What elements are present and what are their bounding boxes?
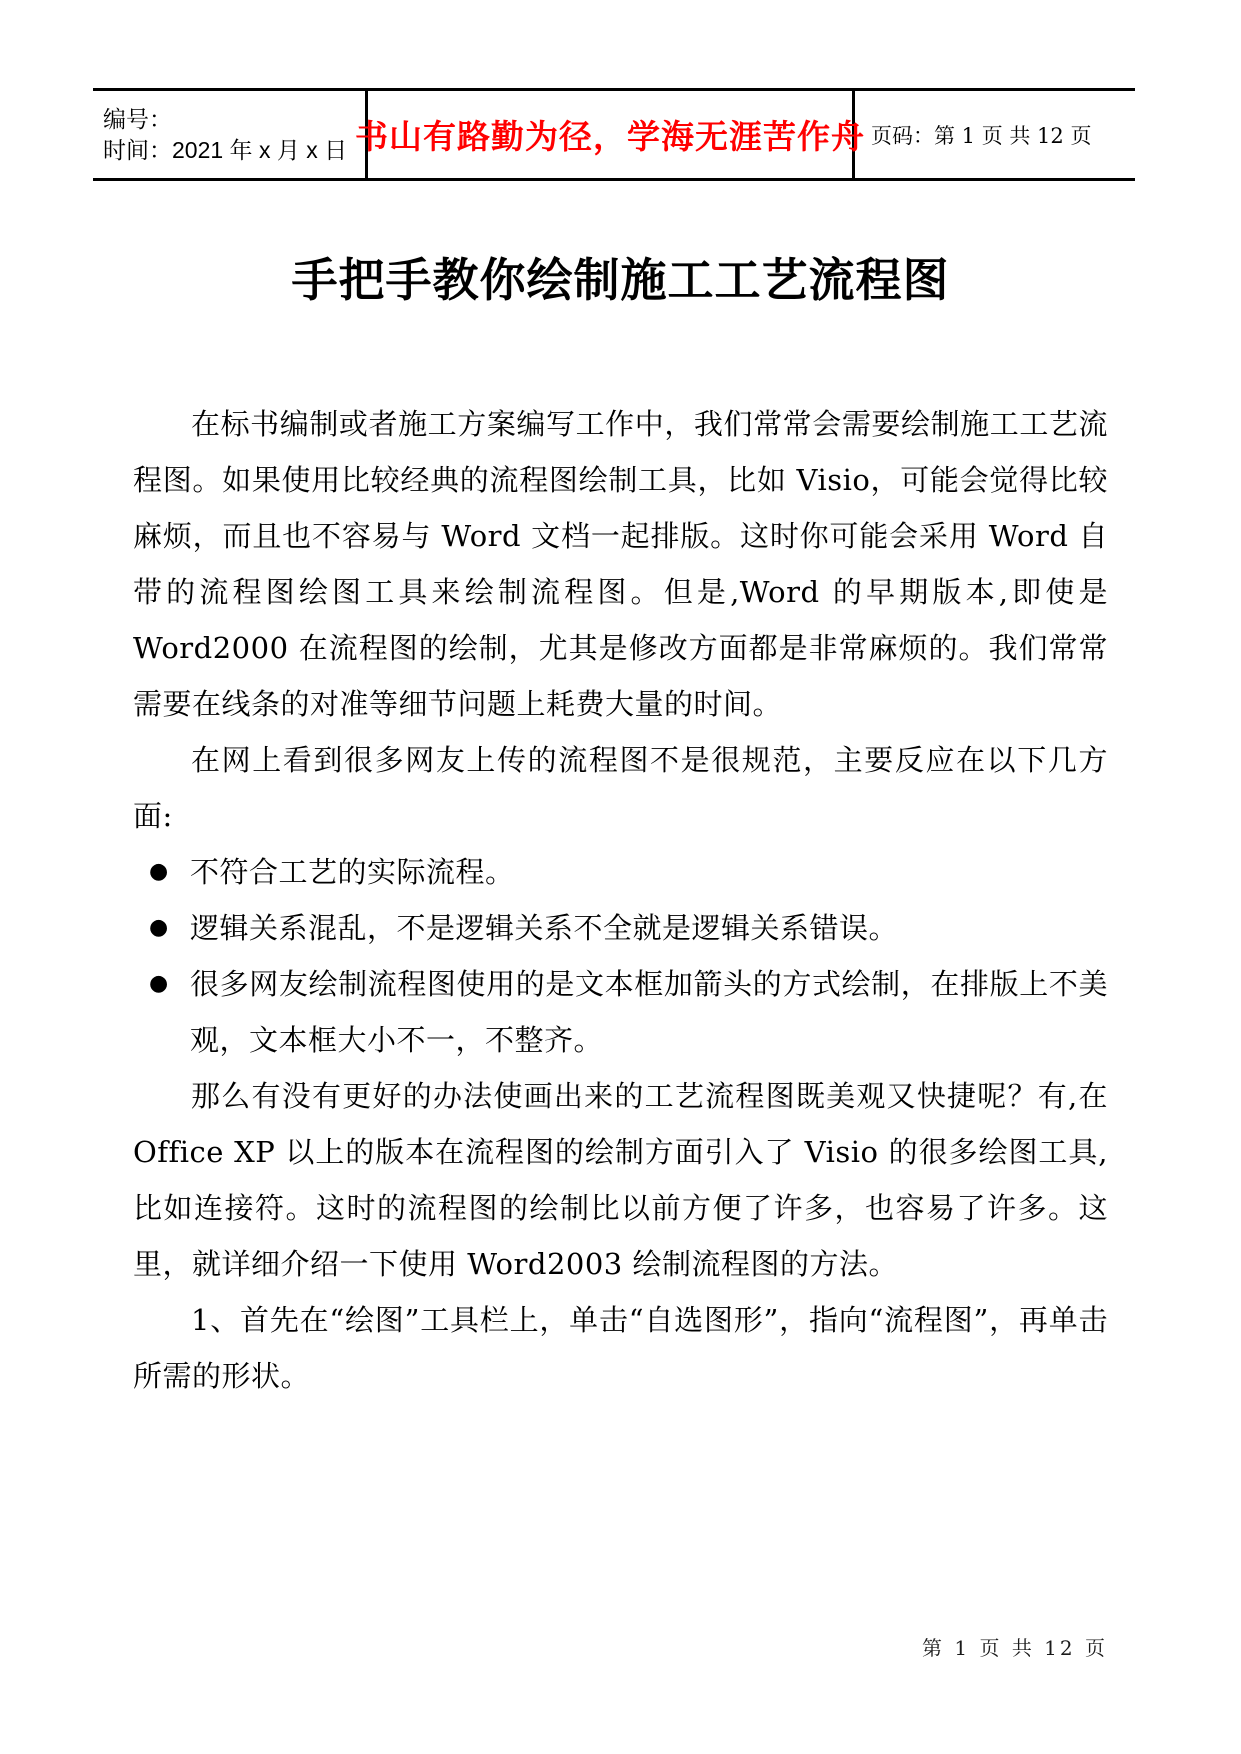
bullet-text: 不符合工艺的实际流程。 bbox=[190, 855, 515, 889]
bullet-text: 很多网友绘制流程图使用的是文本框加箭头的方式绘制，在排版上不美观，文本框大小不一，不整齐。 bbox=[190, 967, 1108, 1057]
header-table bbox=[93, 88, 1135, 181]
bullet-icon: ● bbox=[149, 859, 169, 884]
header-cell-left bbox=[93, 91, 365, 178]
header-cell-page-info bbox=[855, 91, 1135, 178]
page-title: 手把手教你绘制施工工艺流程图 bbox=[291, 252, 950, 307]
header-page-info: 页码：第 1 页 共 12 页 bbox=[871, 123, 1092, 148]
bullet-text: 逻辑关系混乱，不是逻辑关系不全就是逻辑关系错误。 bbox=[190, 911, 899, 945]
doc-number-label: 编号： bbox=[103, 105, 172, 132]
paragraph: 1、首先在“绘图”工具栏上，单击“自选图形”，指向“流程图”，再单击所需的形状。 bbox=[133, 1303, 1108, 1393]
document-body bbox=[133, 396, 1108, 1404]
header-motto: 书山有路勤为径，学海无涯苦作舟 bbox=[355, 117, 865, 156]
doc-time-label: 时间：2021 年 x 月 x 日 bbox=[103, 136, 348, 163]
bullet-item bbox=[133, 900, 1108, 956]
bullet-icon: ● bbox=[149, 971, 169, 996]
bullet-icon: ● bbox=[149, 915, 169, 940]
footer-page-number: 第 1 页 共 12 页 bbox=[922, 1636, 1108, 1660]
paragraph: 在标书编制或者施工方案编写工作中，我们常常会需要绘制施工工艺流程图。如果使用比较经典的流程图绘制工具，比如 Visio，可能会觉得比较麻烦，而且也不容易与 Word 文档一起排版。这时你可能会采用 Word 自带的流程图绘图工具来绘制流程图。但是,Word 的早期版本,即使是 Word2000 在流程图的绘制，尤其是修改方面都是非常麻烦的。我们常常需要在线条的对准等细节问题上耗费大量的时间。 bbox=[133, 407, 1108, 721]
header-cell-motto bbox=[355, 91, 865, 178]
paragraph: 那么有没有更好的办法使画出来的工艺流程图既美观又快捷呢？有,在 Office XP 以上的版本在流程图的绘制方面引入了 Visio 的很多绘图工具,比如连接符。这时的流程图的绘制比以前方便了许多，也容易了许多。这里，就详细介绍一下使用 Word2003 绘制流程图的方法。 bbox=[133, 1079, 1108, 1281]
bullet-item bbox=[133, 956, 1108, 1068]
paragraph: 在网上看到很多网友上传的流程图不是很规范，主要反应在以下几方面: bbox=[133, 743, 1108, 833]
bullet-item bbox=[133, 844, 1108, 900]
